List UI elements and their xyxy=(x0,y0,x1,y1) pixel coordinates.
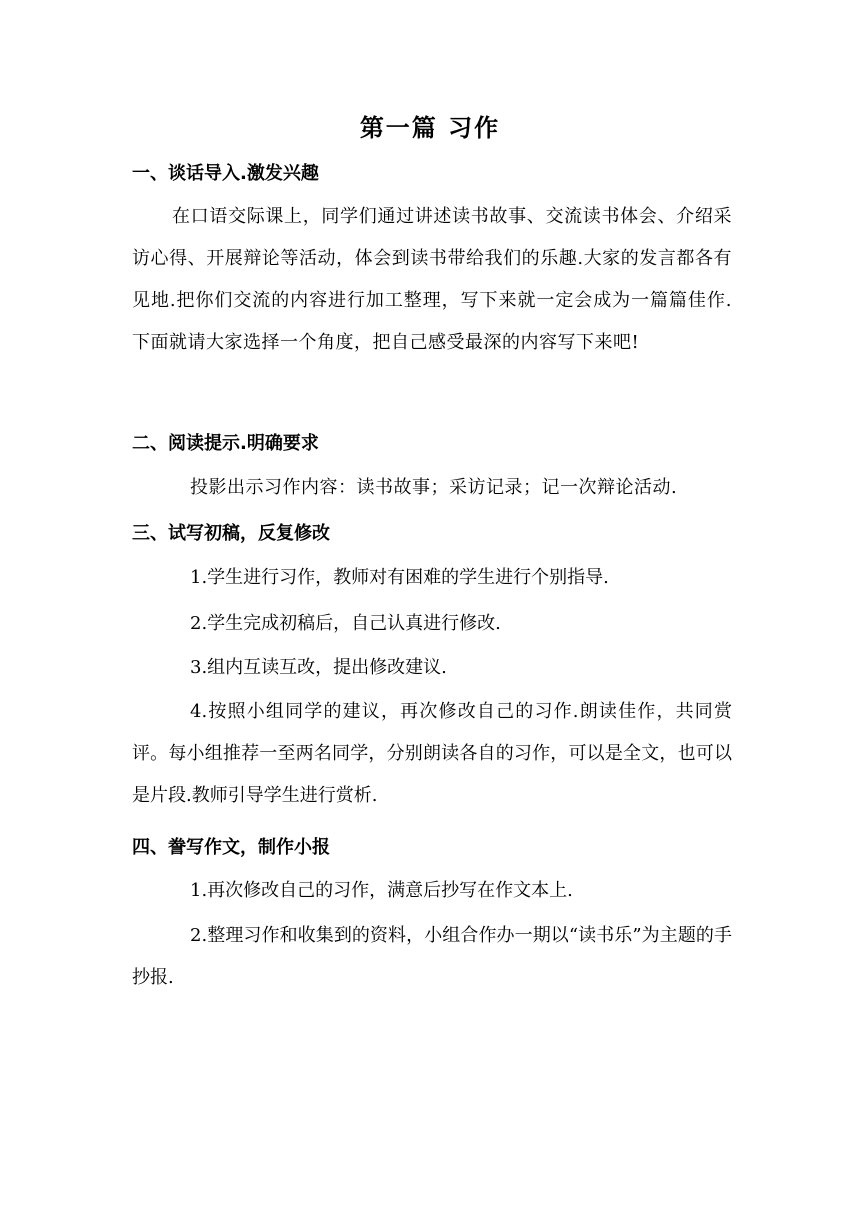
section-heading-2: 二、阅读提示.明确要求 xyxy=(132,433,319,454)
section-1-paragraph: 在口语交际课上，同学们通过讲述读书故事、交流读书体会、介绍采访心得、开展辩论等活动，体会到读书带给我们的乐趣.大家的发言都各有见地.把你们交流的内容进行加工整理，写下来就一定会成为一篇篇佳作.下面就请大家选择一个角度，把自己感受最深的内容写下来吧! xyxy=(132,206,732,353)
section-heading-4: 四、誊写作文，制作小报 xyxy=(132,837,330,858)
section-3-item-3: 3.组内互读互改，提出修改建议. xyxy=(190,657,447,678)
section-heading-3: 三、试写初稿，反复修改 xyxy=(132,523,330,544)
section-2-paragraph: 投影出示习作内容：读书故事；采访记录；记一次辩论活动. xyxy=(190,477,678,498)
section-heading-1: 一、谈话导入.激发兴趣 xyxy=(132,163,319,184)
document-title: 第一篇 习作 xyxy=(359,114,501,142)
section-4-item-2: 2.整理习作和收集到的资料，小组合作办一期以“读书乐”为主题的手抄报. xyxy=(132,925,732,988)
section-3-item-4: 4.按照小组同学的建议，再次修改自己的习作.朗读佳作，共同赏评。每小组推荐一至两名同学，分别朗读各自的习作，可以是全文，也可以是片段.教师引导学生进行赏析. xyxy=(132,701,732,806)
section-3-item-1: 1.学生进行习作，教师对有困难的学生进行个别指导. xyxy=(190,567,609,588)
section-4-item-1: 1.再次修改自己的习作，满意后抄写在作文本上. xyxy=(190,880,573,901)
section-3-item-2: 2.学生完成初稿后，自己认真进行修改. xyxy=(190,613,501,634)
